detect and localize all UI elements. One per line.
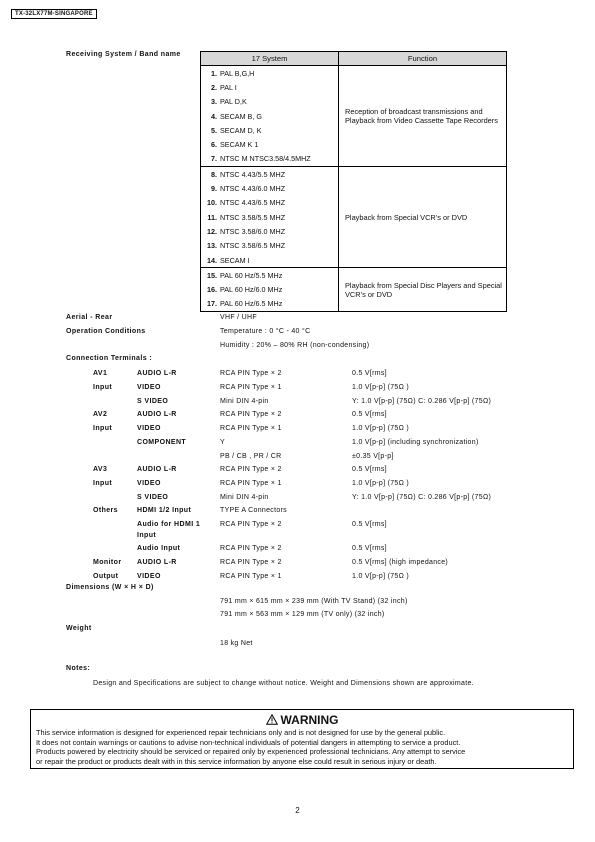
system-row xyxy=(201,167,507,182)
warning-line: Products powered by electricity should be serviced or repaired only by experienced professional technicians. Any attempt to service xyxy=(36,747,466,756)
notes-label: Notes: xyxy=(66,665,91,672)
document-id: TX-32LX77M-SINGAPORE xyxy=(11,9,97,19)
terminal-spec: 1.0 V[p-p] (75Ω ) xyxy=(352,573,410,580)
terminal-connector: RCA PIN Type × 2 xyxy=(220,559,282,566)
system-name: PAL B,G,H xyxy=(220,68,255,78)
function-cell: Reception of broadcast transmissions and Playback from Video Cassette Tape Recorders xyxy=(339,66,507,167)
terminal-signal: Audio for HDMI 1 xyxy=(137,521,201,528)
function-cell: Playback from Special VCR’s or DVD xyxy=(339,167,507,268)
terminal-connector: RCA PIN Type × 1 xyxy=(220,573,282,580)
terminal-spec: 0.5 V[rms] xyxy=(352,370,387,377)
system-name: PAL 60 Hz/6.0 MHz xyxy=(220,285,283,295)
terminal-signal: VIDEO xyxy=(137,480,161,487)
terminal-spec: Y: 1.0 V[p-p] (75Ω) C: 0.286 V[p-p] (75Ω) xyxy=(352,494,492,501)
system-cell xyxy=(201,224,339,238)
page-number: 2 xyxy=(295,806,300,815)
system-cell xyxy=(201,239,339,253)
terminal-signal: Input xyxy=(137,532,157,539)
warning-line: This service information is designed for experienced repair technicians only and is not designed for use by the general public. xyxy=(36,728,446,737)
system-number: 4. xyxy=(211,111,217,121)
terminal-signal: AUDIO L-R xyxy=(137,370,177,377)
system-cell xyxy=(201,109,339,123)
system-number: 3. xyxy=(211,97,217,107)
terminal-signal: AUDIO L-R xyxy=(137,559,177,566)
system-cell xyxy=(201,268,339,283)
system-number: 17. xyxy=(207,299,217,309)
warning-line: or repair the product or products dealt with in this service information by anyone else could result in serious injury or death. xyxy=(36,756,437,766)
terminal-spec: 0.5 V[rms] xyxy=(352,545,387,552)
system-name: PAL D,K xyxy=(220,97,247,107)
aerial-value: VHF / UHF xyxy=(220,314,257,321)
system-name: NTSC 3.58/6.5 MHZ xyxy=(220,241,286,251)
terminal-signal: AUDIO L-R xyxy=(137,466,177,473)
system-name: PAL 60 Hz/6.5 MHz xyxy=(220,299,283,309)
terminal-group: AV1 xyxy=(93,370,108,377)
system-name: NTSC 3.58/5.5 MHZ xyxy=(220,212,286,222)
terminal-group: AV3 xyxy=(93,466,108,473)
notes-text: Design and Specifications are subject to change without notice. Weight and Dimensions shown are approximate. xyxy=(93,680,474,687)
system-cell xyxy=(201,167,339,182)
system-cell xyxy=(201,66,339,81)
terminal-connector: RCA PIN Type × 2 xyxy=(220,411,282,418)
system-name: SECAM I xyxy=(220,255,250,265)
system-number: 1. xyxy=(211,68,217,78)
system-number: 6. xyxy=(211,140,217,150)
system-cell xyxy=(201,80,339,94)
system-name: SECAM B, G xyxy=(220,111,262,121)
terminal-connector: RCA PIN Type × 2 xyxy=(220,521,282,528)
terminal-signal: S VIDEO xyxy=(137,494,169,501)
terminal-spec: 0.5 V[rms] xyxy=(352,521,387,528)
weight-label: Weight xyxy=(66,625,92,632)
system-number: 9. xyxy=(211,184,217,194)
terminal-connector: RCA PIN Type × 2 xyxy=(220,370,282,377)
terminal-spec: 0.5 V[rms] (high impedance) xyxy=(352,559,449,566)
warning-triangle-icon xyxy=(266,714,278,728)
terminal-group: AV2 xyxy=(93,411,108,418)
terminal-spec: 0.5 V[rms] xyxy=(352,411,387,418)
system-number: 2. xyxy=(211,82,217,92)
system-table xyxy=(200,51,507,312)
terminal-spec: Y: 1.0 V[p-p] (75Ω) C: 0.286 V[p-p] (75Ω) xyxy=(352,398,492,405)
dimensions-line1: 791 mm × 615 mm × 239 mm (With TV Stand) (32 inch) xyxy=(220,598,408,605)
warning-line: It does not contain warnings or cautions to advise non-technical individuals of potential dangers in attempting to service a product. xyxy=(36,737,461,747)
system-name: NTSC M NTSC3.58/4.5MHZ xyxy=(220,154,311,164)
dimensions-label: Dimensions (W × H × D) xyxy=(66,584,154,591)
system-name: NTSC 4.43/5.5 MHZ xyxy=(220,169,286,179)
terminal-connector: RCA PIN Type × 2 xyxy=(220,545,282,552)
system-row xyxy=(201,66,507,81)
system-cell xyxy=(201,282,339,296)
terminal-signal: VIDEO xyxy=(137,384,161,391)
system-cell xyxy=(201,297,339,312)
system-number: 7. xyxy=(211,154,217,164)
system-row xyxy=(201,268,507,283)
system-name: NTSC 3.58/6.0 MHZ xyxy=(220,226,286,236)
system-cell xyxy=(201,152,339,167)
system-number: 11. xyxy=(207,212,217,222)
col-header-system: 17 System xyxy=(201,52,339,66)
terminal-signal: COMPONENT xyxy=(137,439,187,446)
system-name: SECAM K 1 xyxy=(220,140,259,150)
terminal-group: Others xyxy=(93,507,118,514)
system-number: 13. xyxy=(207,241,217,251)
terminal-connector: Mini DIN 4-pin xyxy=(220,494,269,501)
terminal-signal: HDMI 1/2 Input xyxy=(137,507,192,514)
system-table-body xyxy=(201,66,507,312)
system-cell xyxy=(201,210,339,224)
terminal-connector: RCA PIN Type × 1 xyxy=(220,384,282,391)
terminal-group: Monitor xyxy=(93,559,122,566)
operation-label: Operation Conditions xyxy=(66,328,146,335)
system-cell xyxy=(201,181,339,195)
dimensions-line2: 791 mm × 563 mm × 129 mm (TV only) (32 inch) xyxy=(220,611,385,618)
col-header-function: Function xyxy=(339,52,507,66)
terminal-group: Input xyxy=(93,480,113,487)
terminal-group: Input xyxy=(93,425,113,432)
terminal-connector: RCA PIN Type × 2 xyxy=(220,466,282,473)
terminal-spec: 0.5 V[rms] xyxy=(352,466,387,473)
terminal-signal: AUDIO L-R xyxy=(137,411,177,418)
terminal-connector: Mini DIN 4-pin xyxy=(220,398,269,405)
temperature-value: Temperature : 0 °C - 40 °C xyxy=(220,328,311,335)
terminal-connector: PB / CB , PR / CR xyxy=(220,453,282,460)
weight-value: 18 kg Net xyxy=(220,640,253,647)
system-number: 14. xyxy=(207,255,217,265)
terminal-group: Input xyxy=(93,384,113,391)
warning-title xyxy=(31,713,573,728)
terminal-signal: S VIDEO xyxy=(137,398,169,405)
function-cell: Playback from Special Disc Players and Special VCR’s or DVD xyxy=(339,268,507,312)
warning-box xyxy=(30,709,574,769)
terminal-connector: Y xyxy=(220,439,225,446)
terminal-connector: RCA PIN Type × 1 xyxy=(220,425,282,432)
terminal-spec: ±0.35 V[p-p] xyxy=(352,453,394,460)
terminal-group: Output xyxy=(93,573,119,580)
terminal-spec: 1.0 V[p-p] (75Ω ) xyxy=(352,480,410,487)
terminal-connector: RCA PIN Type × 1 xyxy=(220,480,282,487)
system-name: SECAM D, K xyxy=(220,125,262,135)
system-name: NTSC 4.43/6.0 MHZ xyxy=(220,184,286,194)
system-number: 5. xyxy=(211,125,217,135)
system-number: 8. xyxy=(211,169,217,179)
system-name: PAL 60 Hz/5.5 MHz xyxy=(220,270,283,280)
terminal-signal: VIDEO xyxy=(137,425,161,432)
terminal-spec: 1.0 V[p-p] (75Ω ) xyxy=(352,425,410,432)
system-cell xyxy=(201,123,339,137)
terminal-signal: Audio Input xyxy=(137,545,181,552)
warning-title-text: WARNING xyxy=(280,713,339,727)
terminal-signal: VIDEO xyxy=(137,573,161,580)
receiving-system-label: Receiving System / Band name xyxy=(66,51,181,58)
system-number: 16. xyxy=(207,285,217,295)
terminal-spec: 1.0 V[p-p] (including synchronization) xyxy=(352,439,479,446)
terminal-spec: 1.0 V[p-p] (75Ω ) xyxy=(352,384,410,391)
connection-label: Connection Terminals : xyxy=(66,355,153,362)
system-number: 10. xyxy=(207,198,217,208)
system-number: 15. xyxy=(207,270,217,280)
aerial-label: Aerial - Rear xyxy=(66,314,113,321)
system-name: NTSC 4.43/6.5 MHZ xyxy=(220,198,286,208)
system-cell xyxy=(201,253,339,268)
system-cell xyxy=(201,137,339,151)
warning-body xyxy=(36,728,571,766)
system-cell xyxy=(201,196,339,210)
terminal-connector: TYPE A Connectors xyxy=(220,507,287,514)
system-name: PAL I xyxy=(220,82,237,92)
humidity-value: Humidity : 20% – 80% RH (non-condensing) xyxy=(220,342,370,349)
system-cell xyxy=(201,95,339,109)
system-number: 12. xyxy=(207,226,217,236)
